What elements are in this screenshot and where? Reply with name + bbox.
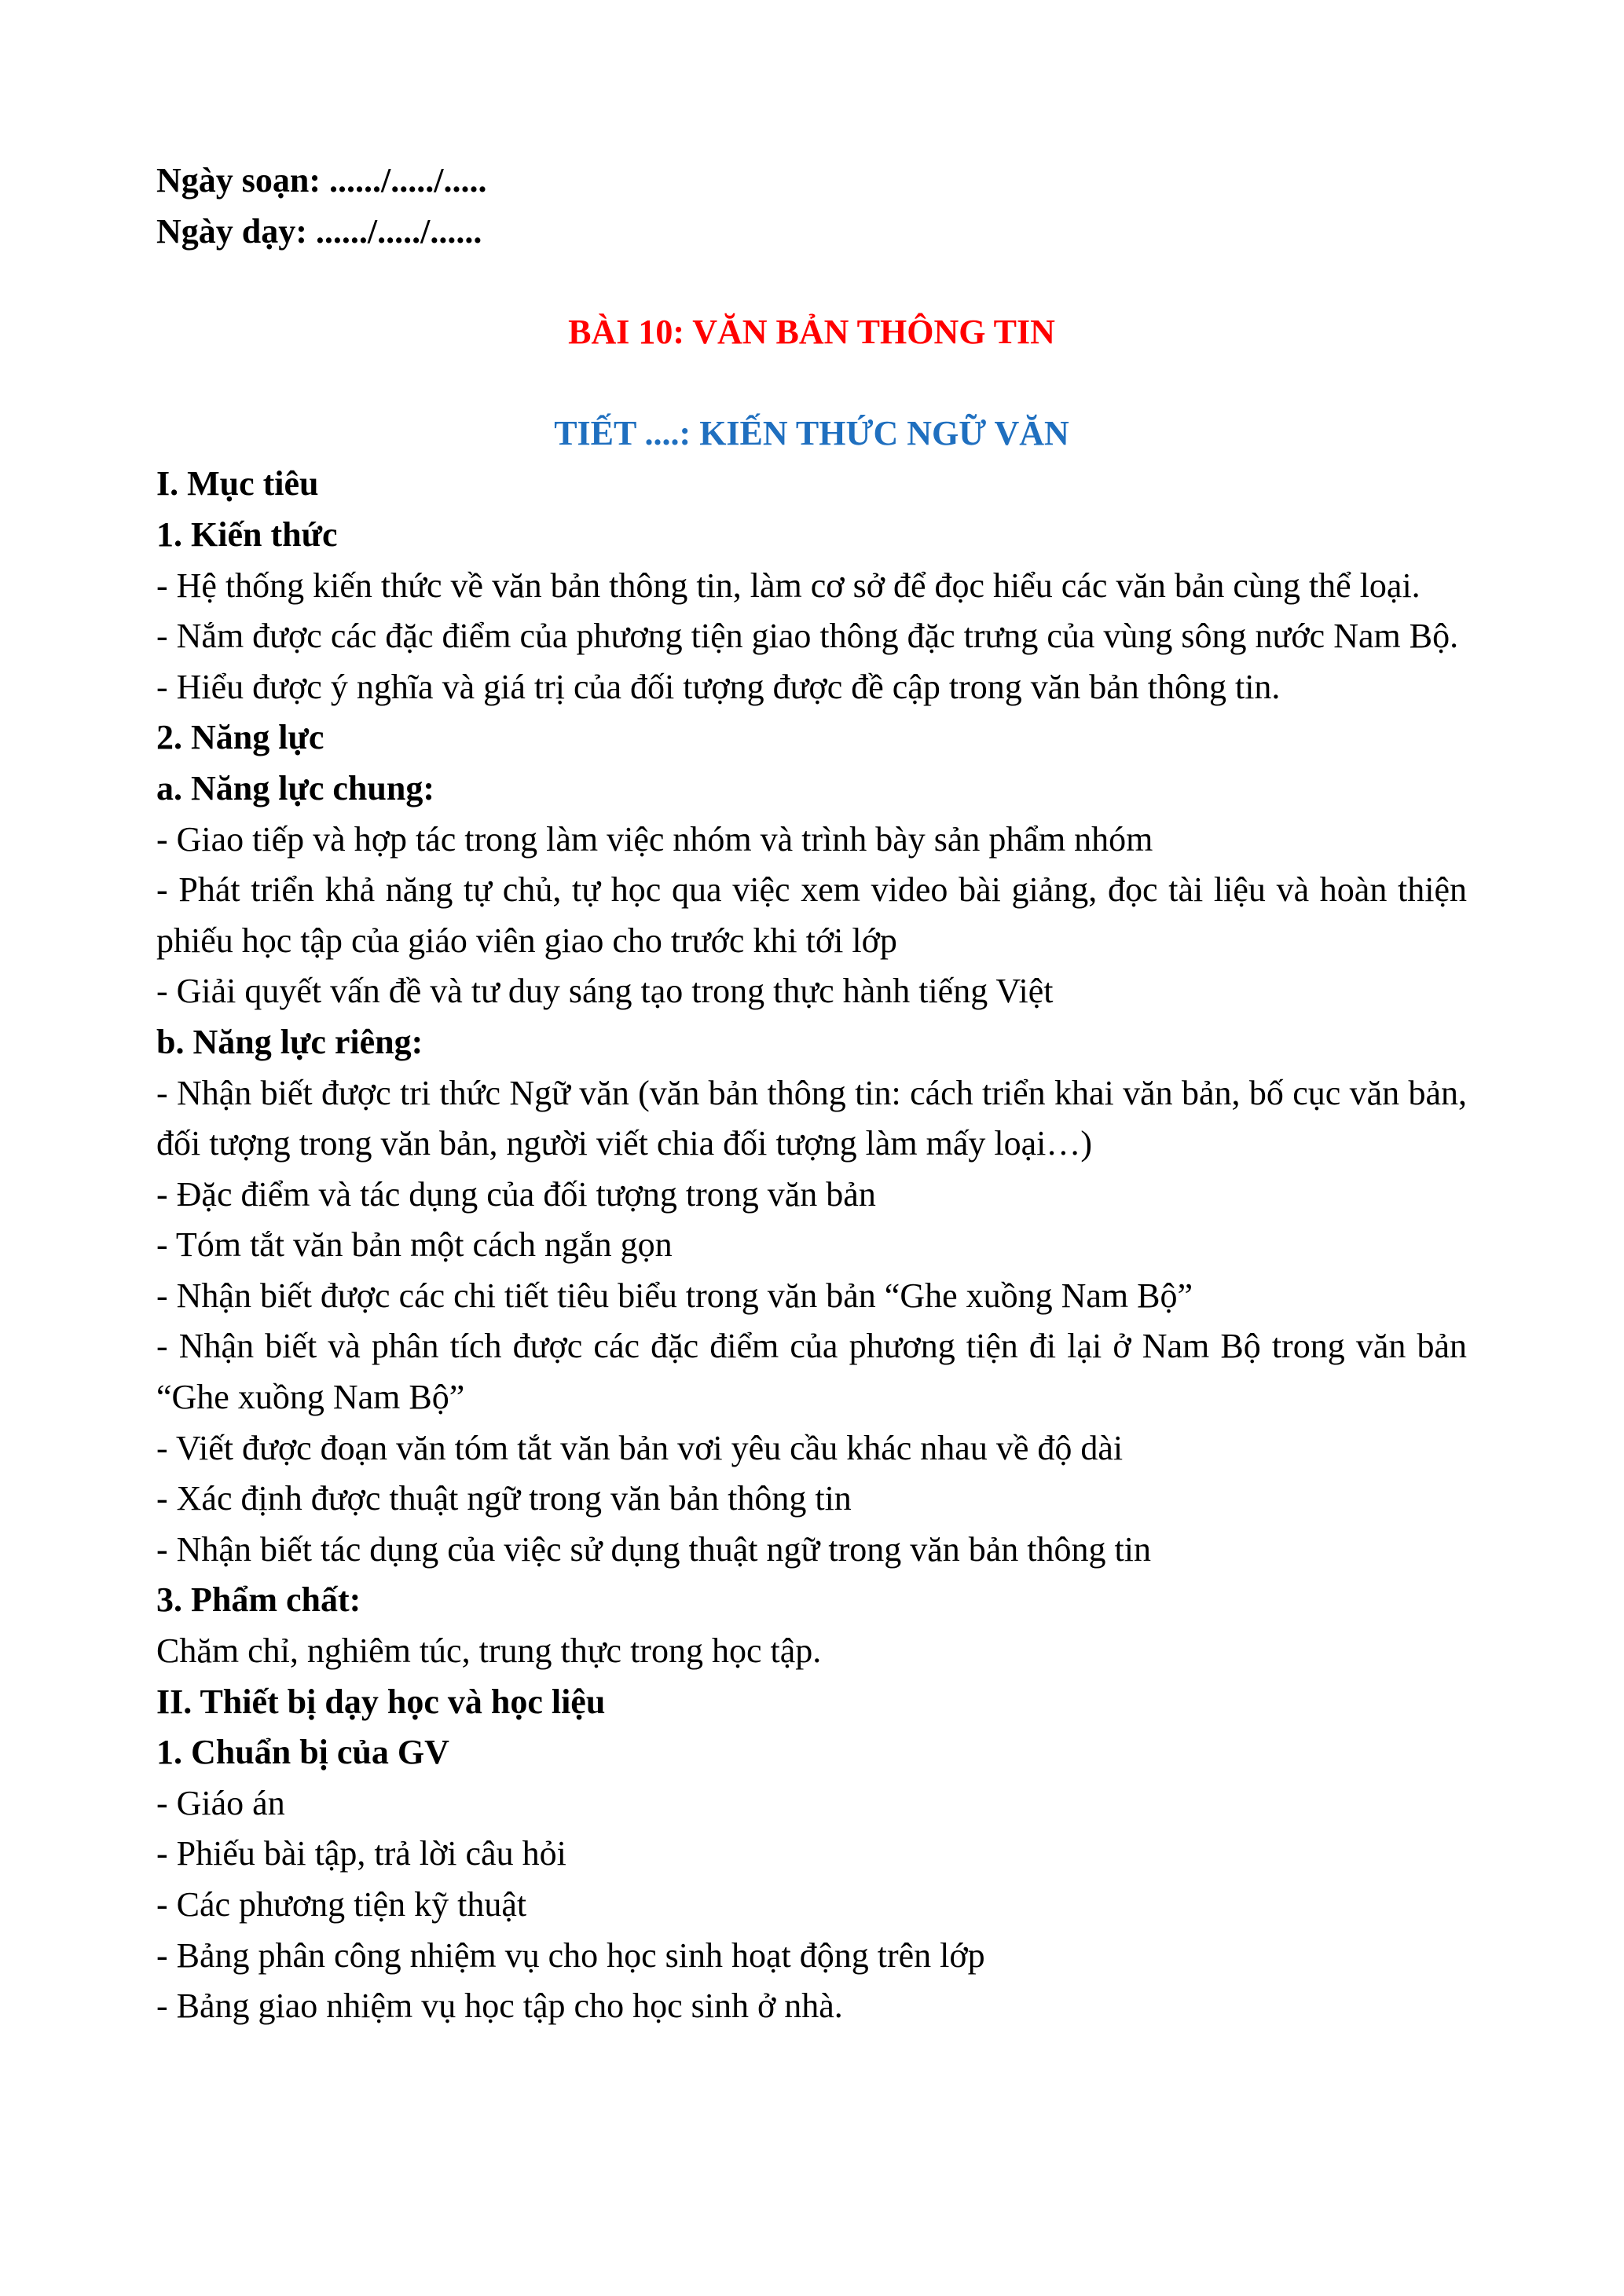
ngay-soan: Ngày soạn: ....../...../..... <box>156 161 487 200</box>
lesson-title: BÀI 10: VĂN BẢN THÔNG TIN <box>568 313 1055 352</box>
list-item: - Bảng phân công nhiệm vụ cho học sinh hoạt động trên lớp <box>156 1935 985 1975</box>
list-item: - Bảng giao nhiệm vụ học tập cho học sinh ở nhà. <box>156 1987 843 2026</box>
list-item: - Phiếu bài tập, trả lời câu hỏi <box>156 1834 566 1873</box>
list-item: - Các phương tiện kỹ thuật <box>156 1885 527 1924</box>
ngay-day: Ngày dạy: ....../...../...... <box>156 211 482 251</box>
list-item: - Giáo án <box>156 1783 285 1822</box>
list-item: - Viết được đoạn văn tóm tắt văn bản vơi yêu cầu khác nhau về độ dài <box>156 1428 1124 1467</box>
heading-thiet-bi: II. Thiết bị dạy học và học liệu <box>156 1682 606 1721</box>
heading-pham-chat: 3. Phẩm chất: <box>156 1580 361 1620</box>
lesson-subtitle: TIẾT ....: KIẾN THỨC NGỮ VĂN <box>554 413 1069 452</box>
list-item: - Hiểu được ý nghĩa và giá trị của đối tượng được đề cập trong văn bản thông tin. <box>156 667 1281 706</box>
list-item: - Đặc điểm và tác dụng của đối tượng trong văn bản <box>156 1174 876 1214</box>
list-item: - Giao tiếp và hợp tác trong làm việc nhóm và trình bày sản phẩm nhóm <box>156 819 1153 859</box>
document-page <box>156 156 1467 2032</box>
heading-nang-luc: 2. Năng lực <box>156 718 324 757</box>
list-item: - Nhận biết tác dụng của việc sử dụng thuật ngữ trong văn bản thông tin <box>156 1529 1151 1569</box>
heading-nang-luc-rieng: b. Năng lực riêng: <box>156 1022 423 1061</box>
heading-chuan-bi-gv: 1. Chuẩn bị của GV <box>156 1733 449 1772</box>
list-item: - Phát triển khả năng tự chủ, tự học qua việc xem video bài giảng, đọc tài liệu và hoàn thiện phiếu học tập của giáo viên giao cho trước khi tới lớp <box>156 870 1467 960</box>
list-item: - Nắm được các đặc điểm của phương tiện giao thông đặc trưng của vùng sông nước Nam Bộ. <box>156 617 1459 656</box>
list-item: - Nhận biết được các chi tiết tiêu biểu trong văn bản “Ghe xuồng Nam Bộ” <box>156 1276 1193 1315</box>
list-item: - Hệ thống kiến thức về văn bản thông tin, làm cơ sở để đọc hiểu các văn bản cùng thể loại. <box>156 566 1421 605</box>
heading-muc-tieu: I. Mục tiêu <box>156 464 319 504</box>
list-item: - Nhận biết được tri thức Ngữ văn (văn bản thông tin: cách triển khai văn bản, bố cục văn bản, đối tượng trong văn bản, người viết chia đối tượng làm mấy loại…) <box>156 1073 1467 1163</box>
list-item: - Nhận biết và phân tích được các đặc điểm của phương tiện đi lại ở Nam Bộ trong văn bản “Ghe xuồng Nam Bộ” <box>156 1327 1467 1417</box>
heading-kien-thuc: 1. Kiến thức <box>156 514 338 554</box>
list-item: - Tóm tắt văn bản một cách ngắn gọn <box>156 1225 673 1265</box>
list-item: - Xác định được thuật ngữ trong văn bản thông tin <box>156 1479 852 1518</box>
list-item: - Giải quyết vấn đề và tư duy sáng tạo trong thực hành tiếng Việt <box>156 972 1054 1011</box>
heading-nang-luc-chung: a. Năng lực chung: <box>156 768 434 807</box>
pham-chat-text: Chăm chỉ, nghiêm túc, trung thực trong học tập. <box>156 1631 822 1671</box>
